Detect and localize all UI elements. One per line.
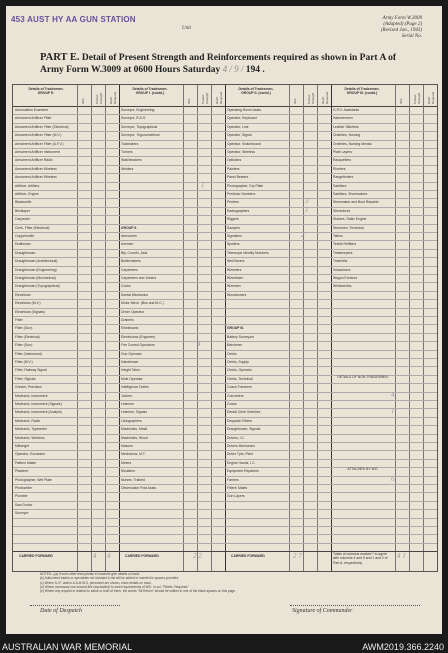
row-rule (13, 215, 437, 216)
trade-label: Wiremen (227, 284, 241, 289)
column-heading: Reinf. Required (427, 91, 435, 104)
footer-archive: AUSTRALIAN WAR MEMORIAL (2, 642, 133, 652)
footer-accession: AWM2019.366.2240 (362, 642, 444, 652)
trade-label: Riveters (333, 166, 346, 171)
row-rule (13, 291, 437, 292)
trade-label: Linemen, Signals (121, 410, 148, 415)
trade-label: Operator, Switchboard (227, 141, 261, 146)
trade-label: Motor Mech. (Bus and M.C.) (121, 301, 164, 306)
row-rule (13, 232, 437, 233)
header-trade-3: Details of Tradesmen. GROUP II. (contd.) (238, 87, 274, 95)
trade-label: Machinists, Metal (121, 427, 148, 432)
trade-label: Saddlers (333, 183, 347, 188)
trade-label: Signallers (227, 234, 242, 238)
column-heading: W.E. (187, 97, 191, 104)
trade-label: Sawyers (227, 225, 241, 230)
trade-label: Drainers (121, 318, 134, 322)
trade-label: Clerks (227, 351, 237, 356)
trade-label: Plasterer (15, 469, 29, 474)
column-divider (183, 85, 184, 571)
trade-label: Electricians (121, 326, 139, 331)
trade-label: GROUP II. (121, 225, 138, 230)
trade-label: Cooks (227, 402, 237, 406)
trade-label: Mechanic, Typewriter (15, 427, 47, 432)
trade-label: Blacksmith (15, 200, 32, 205)
column-heading: Reinf. Required (321, 91, 329, 104)
header-trade-1: Details of Tradesmen. GROUP E. (28, 87, 64, 95)
column-heading: Posted Strength (307, 92, 315, 104)
trade-label: Operator, Keyboard (227, 116, 257, 121)
handwritten-entry: 2 2 (193, 552, 202, 561)
trade-label: Predictor Numbers (227, 192, 256, 196)
trade-label: Orderlies, Nursing (333, 133, 361, 138)
column-divider (211, 85, 212, 571)
trade-label: Storemen, Technical (333, 225, 364, 230)
row-rule (13, 534, 437, 535)
row-rule (13, 207, 437, 208)
column-heading: Reinf. Required (215, 91, 223, 104)
trade-label: GROUP III. (227, 326, 245, 331)
attached-we-heading: ATTACHED BY W.E. (347, 467, 379, 472)
trade-label: Coppersmith (15, 234, 35, 238)
trade-label: Boilermakers (121, 259, 141, 264)
note-line: (b) Authorised trades or specialists not included in list will be added or inserted in spaces provided. (40, 576, 179, 581)
trade-label: Photowriter (15, 486, 33, 490)
trade-label: Cooks (121, 284, 131, 289)
trade-label: Mule Operator (121, 376, 143, 381)
title-year: 194 . (245, 65, 265, 75)
handwritten-entry: 1 (305, 205, 309, 214)
trade-label: Artificer, Artillery (15, 183, 40, 188)
trade-label: Masons (121, 444, 133, 448)
trade-label: Carpenters (121, 267, 138, 272)
trade-label: Draughtsman (Architectural) (15, 259, 58, 264)
carried-forward-label: CARRIED FORWARD (231, 554, 265, 559)
trade-label: Mechanic, Instrument (Analyst) (15, 410, 62, 415)
trade-label: Electrician (Signals) (15, 309, 45, 314)
column-divider (423, 85, 424, 571)
trade-label: Mechanic, Wireless (15, 435, 45, 440)
trade-label: Fitters' Mates (227, 486, 248, 490)
row-rule (13, 341, 437, 342)
note-line: (c) Where A.I.F. and/or A.A.M.W.S. personnel are shown, show details on back. (40, 580, 152, 585)
row-rule (13, 131, 437, 132)
trade-label: Draughtsman (Mechanical) (15, 276, 56, 280)
form-identifier (381, 16, 422, 40)
row-rule (13, 324, 437, 325)
handwritten-entry: 4 (93, 552, 97, 561)
trade-label: Fitter (M.V.) (15, 360, 33, 364)
trade-label: Gun Layers (227, 494, 245, 499)
trade-label: Driver Operator (121, 309, 145, 314)
row-rule (13, 190, 437, 191)
trade-label: Linemen (121, 402, 135, 406)
column-divider (395, 85, 396, 571)
trade-label: Dental Clerk Orderlies (227, 410, 261, 415)
trade-label: Intelligence Duties (121, 385, 149, 390)
trade-label: Tinsmiths (333, 259, 348, 264)
column-heading: W.E. (81, 97, 85, 104)
trade-label: Mechanic, Radio (15, 418, 41, 423)
trade-label: Operator, Wireless (227, 150, 256, 154)
signature-label: Signature of Commander (292, 608, 353, 614)
trade-label: Operating Room Assts. (227, 108, 262, 112)
row-rule (13, 114, 437, 115)
trade-label: Armament Artificer Wireless (15, 166, 57, 171)
trade-label: Moulders (121, 469, 135, 474)
handwritten-entry: 2 7 (293, 552, 302, 561)
trade-label: Drivers Mechanics (227, 444, 255, 448)
trade-label: Despatch Riders (227, 418, 253, 423)
trade-label: Equipment Repairers (227, 469, 259, 474)
column-heading: Posted Strength (201, 92, 209, 104)
trade-label: Rangefinders (333, 175, 354, 180)
trade-label: Armament Artificer Wireless (15, 175, 57, 180)
trade-label: Nurses, Trained (121, 477, 145, 482)
trade-label: Height Taker (121, 368, 140, 373)
trade-label: Batchmen (227, 343, 243, 348)
trade-label: Ammunition Examiner (15, 108, 49, 112)
trade-label: Machinists, Wood (121, 435, 148, 440)
trade-label: Textile Refitters (333, 242, 357, 247)
row-rule (13, 240, 437, 241)
row-rule (13, 299, 437, 300)
date-of-despatch-label: Date of Despatch (40, 608, 82, 614)
row-rule (13, 198, 437, 199)
row-rule (13, 123, 437, 124)
note-line: (e) Where any request in relation to same or both of them, the words "Nil Return" should be written in one of the blank spaces on this page. (40, 589, 236, 594)
trade-label: Armourers (121, 234, 137, 238)
trade-label: Clerk, Fitter (Electrical) (15, 225, 50, 230)
trade-label: Whitesmiths (333, 284, 352, 289)
trade-label: Armament Artificer Fitter (15, 116, 52, 121)
signature-line (290, 605, 420, 606)
trade-label: Telescope Identity Numbers (227, 250, 269, 255)
trade-label: Fitter (Gun) (15, 326, 33, 331)
column-heading: Reinf. Required (109, 91, 117, 104)
handwritten-entry: 1 (391, 407, 395, 416)
trade-label: Wagon Erectors (333, 276, 358, 280)
trade-label: Photographer, Wet Plate (15, 477, 52, 482)
trade-label: Armament Artificer Radio (15, 158, 53, 163)
trade-label: Electrician (15, 292, 31, 297)
column-divider (317, 85, 318, 571)
form-notes (40, 572, 400, 593)
carried-forward-label: CARRIED FORWARD (125, 554, 159, 559)
handwritten-entry: 1 (201, 180, 205, 189)
trade-label: Carpenter (15, 217, 31, 222)
header-trade-4: Details of Tradesmen. GROUP III. (contd.) (344, 87, 380, 95)
trade-label: Grinder, Precision (15, 385, 42, 390)
form-title (40, 52, 410, 76)
row-rule (13, 425, 437, 426)
row-rule (13, 484, 437, 485)
trade-label: Clerks, Supply (227, 360, 249, 364)
trade-label: Painters (227, 166, 240, 171)
trade-label: Stokers, Static Engine (333, 217, 367, 222)
trade-label: Surveyor, Engineering (121, 108, 155, 112)
row-rule (13, 249, 437, 250)
trade-label: Pattern Maker (15, 460, 37, 465)
trade-label: Fitter (Electrical) (15, 334, 40, 339)
trade-label: Wheelers (227, 267, 242, 272)
row-rule (13, 417, 437, 418)
trade-label: Concreters (227, 393, 244, 398)
column-divider (409, 85, 410, 571)
trade-label: Operator, Line (227, 124, 249, 129)
trade-label: Saddlers, Shoemakers (333, 192, 368, 196)
row-rule (13, 450, 437, 451)
row-rule (13, 282, 437, 283)
row-rule (13, 476, 437, 477)
column-divider (77, 85, 78, 571)
trade-label: Armament Artificer Fitter (M.V.) (15, 133, 62, 138)
row-rule (13, 274, 437, 275)
row-rule (13, 501, 437, 502)
trade-label: Electricians (Engineer) (121, 334, 156, 339)
form-id-line: (Revised Jan., 1943) (380, 28, 422, 33)
row-rule (13, 442, 437, 443)
header-trade-2: Details of Tradesmen. GROUP I. (contd.) (132, 87, 168, 95)
column-divider (91, 85, 92, 571)
trade-label: Bricklayer (15, 208, 30, 213)
row-rule (13, 182, 437, 183)
trade-label: Wheelmen (227, 276, 244, 280)
trade-label: Opticians (227, 158, 242, 163)
trade-label: Stevedores (333, 208, 351, 213)
trade-label: Miners (121, 460, 132, 465)
trade-label: Drivers, I.C. (227, 435, 245, 440)
trade-label: Mechanic, Instrument (15, 393, 48, 398)
trade-label: Lithographers (121, 418, 142, 423)
trade-label: Bty. Comd's. Asst. (121, 250, 149, 255)
row-rule (13, 140, 437, 141)
trade-label: Watchmakers (121, 158, 142, 163)
row-rule (13, 165, 437, 166)
trade-label: Riggers (227, 217, 239, 222)
trade-label: Millwright (15, 444, 30, 448)
trade-label: Spotters (227, 242, 240, 247)
trade-label: Fitter (Instrument) (15, 351, 42, 356)
unit-label: Unit (182, 26, 191, 31)
trade-label: Timekeepers (333, 250, 353, 255)
trade-label: Surveyor, Trigonometrical (121, 133, 160, 138)
trade-label: Tailors (333, 234, 343, 238)
trade-label: Orderlies, Nursing Mental (333, 141, 372, 146)
trade-label: Plumber (15, 494, 28, 499)
form-id-line: Army Form W.3009 (382, 16, 422, 21)
trade-label: Dental Mechanics (121, 292, 148, 297)
trade-label: Mechanic, Instrument (Signals) (15, 402, 62, 406)
row-rule (13, 316, 437, 317)
trade-label: Radiographers (227, 208, 250, 213)
date-line (30, 605, 120, 606)
column-heading: Posted Strength (95, 92, 103, 104)
trade-label: Engine Hands, I.C. (227, 460, 256, 465)
trade-label: Draughtsman (Topographical) (15, 284, 60, 289)
row-rule (13, 509, 437, 510)
trade-label: Coach Trimmers (227, 385, 252, 390)
non-tradesmen-heading: DETAILS OF NON-TRADESMEN. (337, 374, 389, 379)
group-divider (225, 85, 226, 571)
trade-label: Clerks, Technical (227, 376, 253, 381)
row-rule (13, 526, 437, 527)
group-divider (119, 85, 120, 571)
row-rule (13, 366, 437, 367)
part-label: PART E. (40, 52, 80, 63)
group-divider (331, 85, 332, 571)
trade-label: Draughtsman (15, 250, 36, 255)
trade-label: Driver Tpts. Plant (227, 452, 254, 457)
carried-forward-label: CARRIED FORWARD (19, 554, 53, 559)
trade-label: Surveyor, Topographical (121, 124, 158, 129)
row-rule (13, 257, 437, 258)
trade-label: Operator, Excavator (15, 452, 46, 457)
trade-label: Mechanics, M.T. (121, 452, 146, 457)
trade-label: Welders (121, 166, 134, 171)
handwritten-entry: 4 1 (397, 552, 406, 561)
trade-label: Carpenters and Joiners (121, 276, 157, 280)
row-rule (13, 350, 437, 351)
unit-stamp: 453 AUST HY AA GUN STATION (11, 15, 136, 24)
trade-label: Farriers (227, 477, 239, 482)
row-rule (13, 434, 437, 435)
row-rule (13, 492, 437, 493)
column-divider (303, 85, 304, 571)
row-rule (13, 358, 437, 359)
totals-note: Totals of columns marked * to agree with columns 4 and 5 and 1 and 2 of Part A. respectively. (333, 552, 388, 565)
row-rule (13, 156, 437, 157)
handwritten-entry: 3 (305, 197, 309, 206)
trade-label: Observation Post Assts. (121, 486, 157, 490)
trade-label: Leather Stitchers (333, 124, 359, 129)
row-rule (13, 333, 437, 334)
handwritten-entry: 4 (391, 390, 395, 399)
trade-label: Surveyor (15, 511, 29, 516)
handwritten-entry: 4 (197, 340, 201, 349)
row-rule (13, 266, 437, 267)
trade-label: Operator, Signal (227, 133, 252, 138)
trade-label: Draughtsmen, Signals (227, 427, 261, 432)
column-divider (289, 85, 290, 571)
trade-label: Axemen (121, 242, 134, 247)
trade-label: Artificer, Engine (15, 192, 39, 196)
trade-label: Surveyor, R.A.S. (121, 116, 147, 121)
trade-label: Hairdresser (121, 360, 139, 364)
trade-label: Fitter (Gun) (15, 343, 33, 348)
trade-label: Fire Control Operators (121, 343, 155, 348)
row-rule (13, 392, 437, 393)
trade-label: Racquetiers (333, 158, 352, 163)
row-rule (13, 543, 437, 544)
column-heading: W.E. (293, 97, 297, 104)
trade-label: Printers (227, 200, 239, 205)
column-heading: Posted Strength (413, 92, 421, 104)
trade-label: Clerks, Operator (227, 368, 252, 373)
row-rule (13, 383, 437, 384)
trade-label: Armament Artificer Fitter (Electrical) (15, 124, 69, 129)
trade-label: Fitter (15, 318, 23, 322)
column-divider (105, 85, 106, 571)
form-id-line: (Adapted) (Page 2) (383, 22, 422, 27)
trade-label: Armament Artificer Instrument (15, 150, 60, 154)
note-line: (d) Where necessary use second title (equivalent) to meet requirements of W.E. in col. "Reinfs. Required." (40, 584, 190, 589)
trade-label: Hammermen (333, 116, 353, 121)
handwritten-date: 4 / 9 / (222, 64, 244, 74)
trade-label: Joiners (121, 393, 132, 398)
trade-label: Gun Operator (121, 351, 142, 356)
row-rule (13, 518, 437, 519)
trade-label: Electrician (M.V.) (15, 301, 41, 306)
trade-label: Turners (121, 150, 133, 154)
trade-label: Toolmakers (121, 141, 139, 146)
row-rule (13, 308, 437, 309)
row-rule (13, 148, 437, 149)
trade-label: Draughtsman (Engineering) (15, 267, 57, 272)
handwritten-entry: 6 (391, 474, 395, 483)
trade-label: Fitter, Railway Signal (15, 368, 47, 373)
trade-label: G.P.O. Assistants (333, 108, 360, 112)
note-line: NOTES—(a) If such other than private in brackets give details on back. (40, 572, 141, 576)
trade-label: Woodturners (227, 292, 247, 297)
trade-label: Vulcanisers (333, 267, 351, 272)
trade-label: Shoemaker and Boot Repairer (333, 200, 379, 205)
row-rule (13, 459, 437, 460)
column-divider (197, 85, 198, 571)
trade-label: Saw Doctor (15, 502, 33, 507)
handwritten-entry: 2 (301, 231, 305, 239)
trade-label: Photographer, Dry Plate (227, 183, 264, 188)
title-text: Detail of Present Strength and Reinforcements required as shown in Part A of Army Form W.3009 at 0600 Hours Saturday (40, 53, 397, 75)
trade-label: Plate Layers (333, 150, 352, 154)
row-rule (13, 224, 437, 225)
column-heading: W.E. (399, 97, 403, 104)
trade-label: Fitter, Signals (15, 376, 36, 381)
form-id-line: Serial No. (401, 34, 422, 39)
handwritten-entry: 4 (107, 552, 111, 561)
trade-label: Battery Surveyors (227, 334, 254, 339)
trade-label: Draftsman (15, 242, 31, 247)
trade-label: Well Borers (227, 259, 245, 264)
trade-label: Armament Artificer Fitter (A.F.V.) (15, 141, 64, 146)
trade-label: Panel Beaters (227, 175, 249, 180)
row-rule (13, 408, 437, 409)
row-rule (13, 173, 437, 174)
strength-table (12, 84, 438, 572)
row-rule (13, 400, 437, 401)
